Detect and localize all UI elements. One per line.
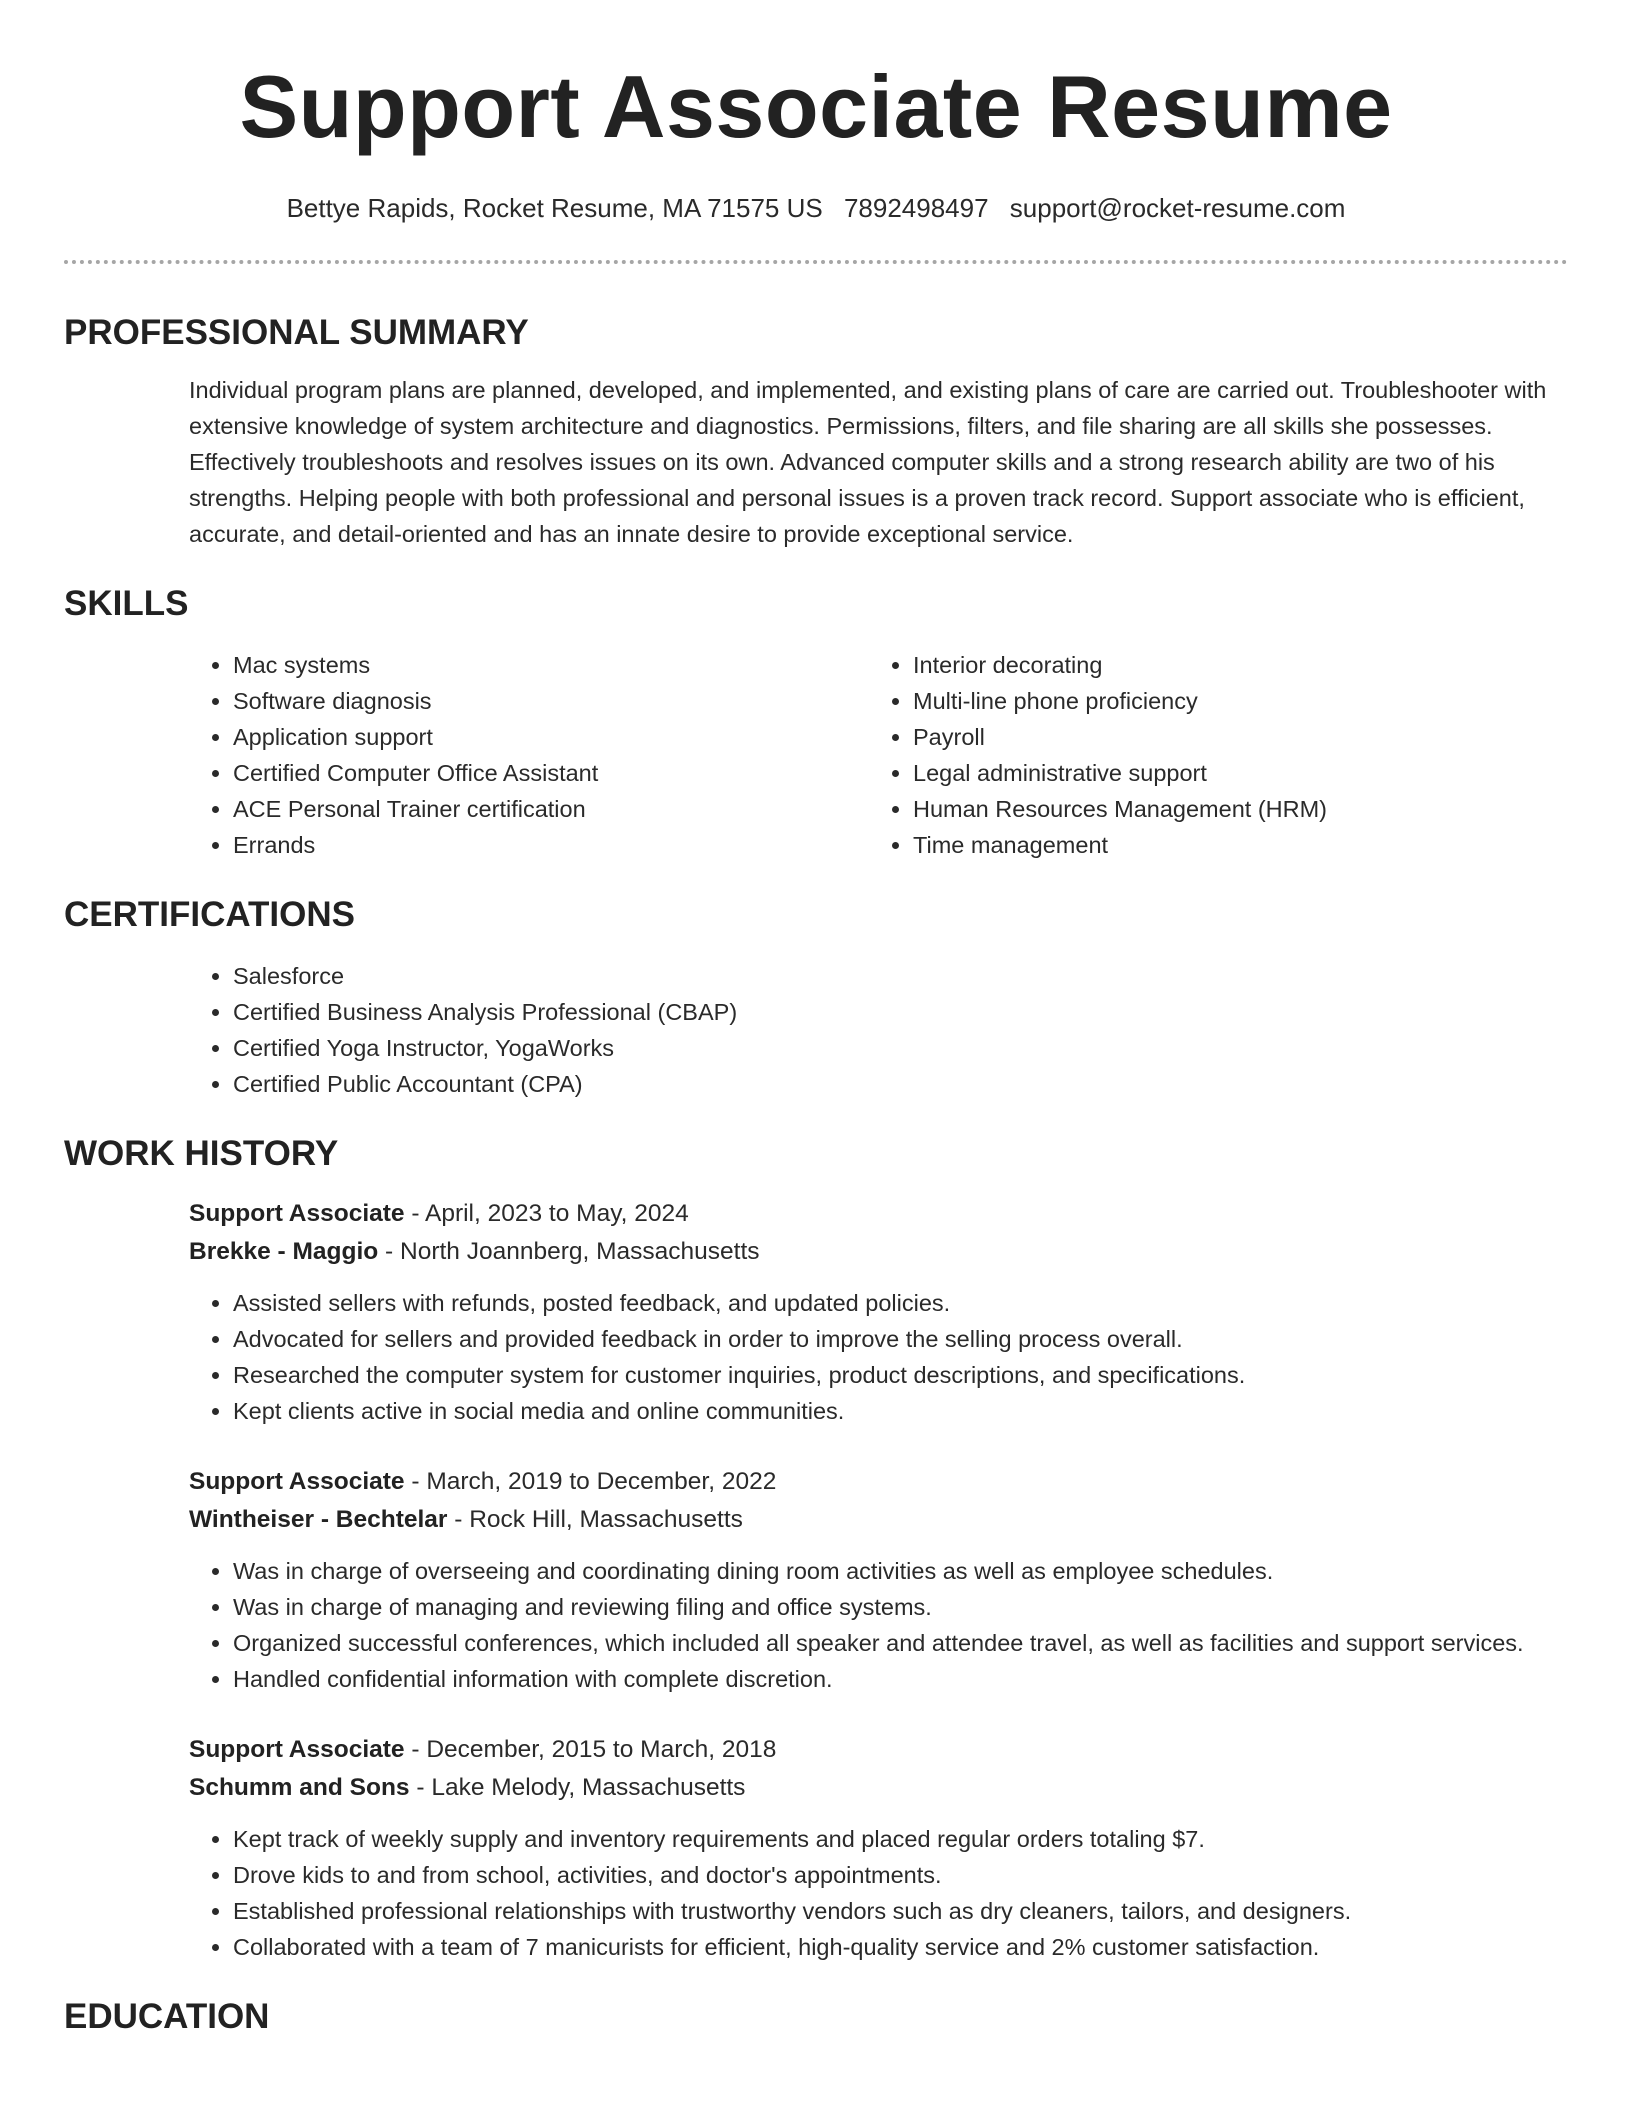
job-entry — [189, 1731, 1568, 1965]
skill-item: • Mac systems — [233, 647, 869, 683]
skills-list-right — [869, 647, 1549, 863]
job-bullet: • Established professional relationships with trustworthy vendors such as dry cleaners, tailors, and designers. — [233, 1893, 1568, 1929]
job-title: Support Associate — [189, 1736, 405, 1763]
job-bullet: • Advocated for sellers and provided feedback in order to improve the selling process overall. — [233, 1321, 1568, 1357]
job-bullets — [189, 1285, 1568, 1429]
job-title-line — [189, 1731, 1568, 1769]
job-bullets — [189, 1821, 1568, 1965]
work-history-section — [64, 1136, 1568, 1965]
work-history-heading: WORK HISTORY — [64, 1134, 339, 1173]
resume-title: Support Associate Resume — [239, 57, 1393, 156]
job-company: Schumm and Sons — [189, 1774, 410, 1801]
skill-item: • ACE Personal Trainer certification — [233, 791, 869, 827]
job-company-line — [189, 1769, 1568, 1807]
job-bullet: • Was in charge of managing and reviewing filing and office systems. — [233, 1589, 1568, 1625]
skills-section — [64, 586, 1568, 863]
summary-text: Individual program plans are planned, developed, and implemented, and existing plans of care are carried out. Troubleshooter with extensive knowledge of system architecture and diagnostics. Permissions, filters, and file sharing are all skills she possesses. Effectively troubleshoots and resolves issues on its own. Advanced computer skills and a strong research ability are two of his strengths. Helping people with both professional and personal issues is a proven track record. Support associate who is efficient, accurate, and detail-oriented and has an innate desire to provide exceptional service. — [189, 377, 1547, 547]
job-location: - Rock Hill, Massachusetts — [447, 1506, 743, 1533]
job-bullet: • Was in charge of overseeing and coordinating dining room activities as well as employee schedules. — [233, 1553, 1568, 1589]
contact-phone: 7892498497 — [843, 193, 989, 223]
job-location: - Lake Melody, Massachusetts — [409, 1774, 746, 1801]
skills-list-left — [189, 647, 869, 863]
job-company: Brekke - Maggio — [189, 1238, 379, 1265]
education-section — [64, 1999, 1568, 2034]
job-entry — [189, 1195, 1568, 1429]
skill-item: • Human Resources Management (HRM) — [913, 791, 1549, 827]
job-title: Support Associate — [189, 1200, 405, 1227]
job-bullets — [189, 1553, 1568, 1697]
job-bullet: • Handled confidential information with complete discretion. — [233, 1661, 1568, 1697]
skill-item: • Time management — [913, 827, 1549, 863]
certification-item: • Certified Public Accountant (CPA) — [233, 1066, 1568, 1102]
job-title-line — [189, 1195, 1568, 1233]
job-company-line — [189, 1233, 1568, 1271]
certifications-list — [189, 958, 1568, 1102]
job-company-line — [189, 1501, 1568, 1539]
certification-item: • Certified Yoga Instructor, YogaWorks — [233, 1030, 1568, 1066]
header-divider — [64, 260, 1568, 264]
job-entry — [189, 1463, 1568, 1697]
skill-item: • Multi-line phone proficiency — [913, 683, 1549, 719]
contact-email: support@rocket-resume.com — [1009, 193, 1346, 223]
skill-item: • Software diagnosis — [233, 683, 869, 719]
education-heading: EDUCATION — [64, 1997, 270, 2036]
certifications-heading: CERTIFICATIONS — [64, 895, 356, 934]
contact-address: Bettye Rapids, Rocket Resume, MA 71575 US — [286, 193, 823, 223]
job-dates: - December, 2015 to March, 2018 — [404, 1736, 777, 1763]
job-bullet: • Kept clients active in social media and online communities. — [233, 1393, 1568, 1429]
job-bullet: • Collaborated with a team of 7 manicurists for efficient, high-quality service and 2% customer satisfaction. — [233, 1929, 1568, 1965]
job-dates: - April, 2023 to May, 2024 — [404, 1200, 689, 1227]
job-company: Wintheiser - Bechtelar — [189, 1506, 448, 1533]
job-dates: - March, 2019 to December, 2022 — [404, 1468, 777, 1495]
skill-item: • Legal administrative support — [913, 755, 1549, 791]
certifications-section — [64, 897, 1568, 1102]
job-bullet: • Researched the computer system for customer inquiries, product descriptions, and specifications. — [233, 1357, 1568, 1393]
skill-item: • Application support — [233, 719, 869, 755]
skill-item: • Certified Computer Office Assistant — [233, 755, 869, 791]
summary-section — [64, 315, 1568, 552]
job-bullet: • Organized successful conferences, which included all speaker and attendee travel, as well as facilities and support services. — [233, 1625, 1568, 1661]
certification-item: • Certified Business Analysis Professional (CBAP) — [233, 994, 1568, 1030]
job-bullet: • Drove kids to and from school, activities, and doctor's appointments. — [233, 1857, 1568, 1893]
job-bullet: • Kept track of weekly supply and inventory requirements and placed regular orders totaling $7. — [233, 1821, 1568, 1857]
skill-item: • Errands — [233, 827, 869, 863]
contact-line — [0, 193, 1632, 224]
skills-heading: SKILLS — [64, 584, 189, 623]
job-title-line — [189, 1463, 1568, 1501]
job-location: - North Joannberg, Massachusetts — [378, 1238, 760, 1265]
job-title: Support Associate — [189, 1468, 405, 1495]
certification-item: • Salesforce — [233, 958, 1568, 994]
job-bullet: • Assisted sellers with refunds, posted feedback, and updated policies. — [233, 1285, 1568, 1321]
summary-heading: PROFESSIONAL SUMMARY — [64, 313, 529, 352]
skill-item: • Interior decorating — [913, 647, 1549, 683]
skill-item: • Payroll — [913, 719, 1549, 755]
